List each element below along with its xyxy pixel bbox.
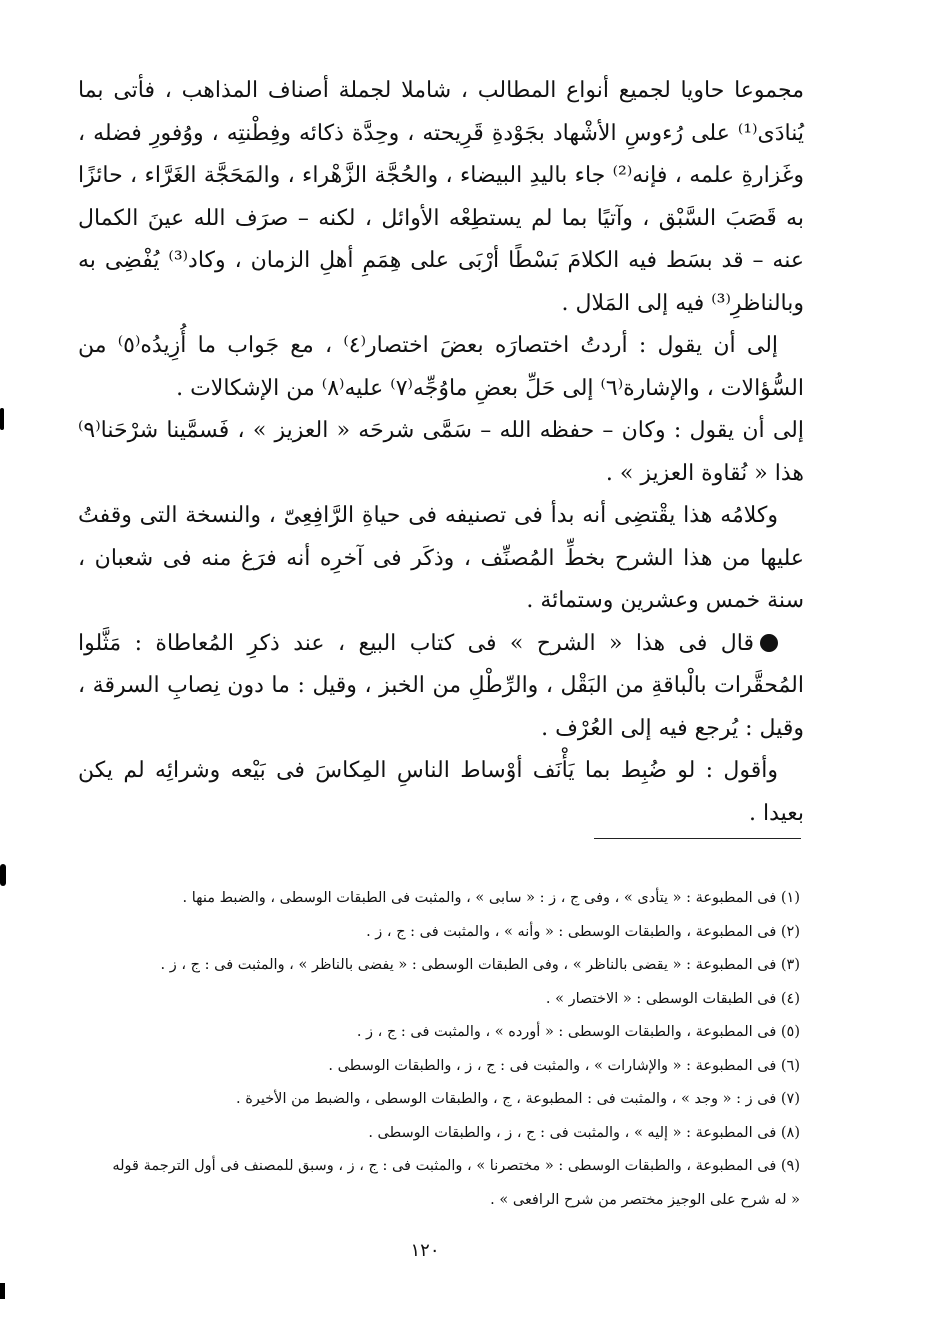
scan-edge-mark	[0, 864, 6, 886]
paragraph-5	[78, 623, 804, 751]
footnote-1: (١) فى المطبوعة : « يتأدى » ، وفى ج ، ز : « سابى » ، والمثبت فى الطبقات الوسطى ، والضبط منها .	[182, 890, 800, 906]
paragraph-2: إلى أن يقول : أردتُ اختصارَه بعضَ اختصار⁽٤⁾ ، مع جَواب ما أُزِيدُه⁽٥⁾ من السُّؤالات ، والإشارة⁽٦⁾ إلى حَلِّ بعضِ ماوُجِّه⁽٧⁾ عليه⁽٨⁾ من الإشكالات .	[78, 333, 804, 401]
footnote-separator	[594, 838, 801, 839]
footnote-5: (٥) فى المطبوعة ، والطبقات الوسطى : « أورده » ، والمثبت فى : ج ، ز .	[356, 1024, 800, 1040]
main-text	[78, 70, 804, 835]
footnote-8: (٨) فى المطبوعة : « إليه » ، والمثبت فى : ج ، ز ، والطبقات الوسطى .	[368, 1124, 800, 1141]
bullet-dot-icon	[760, 634, 778, 652]
footnote-9: (٩) فى المطبوعة ، والطبقات الوسطى : « مختصرنا » ، والمثبت فى : ج ، ز ، وسبق للمصنف فى أول الترجمة قوله	[112, 1158, 800, 1174]
footnote-7: (٧) فى ز : « وجد » ، والمثبت فى : المطبوعة ، ج ، والطبقات الوسطى ، والضبط من الأخيرة .	[236, 1091, 800, 1107]
paragraph-3: إلى أن يقول : وكان – حفظه الله – سَمَّى شرحَه « العزيز » ، فَسمَّينا شرْحَنا⁽٩⁾ هذا « نُقاوة العزيز » .	[78, 418, 804, 486]
paragraph-4: وكلامُه هذا يقْتضِى أنه بدأ فى تصنيفه فى حياةِ الرَّافِعِىّ ، والنسخة التى وقفتُ عليها من هذا الشرح بخطِّ المُصنِّف ، وذكَر فى آخرِه أنه فرَغ منه فى شعبان ، سنة خمس وعشرين وستمائة .	[78, 503, 804, 613]
footnote-4: (٤) فى الطبقات الوسطى : « الاختصار » .	[545, 990, 800, 1007]
footnote-6: (٦) فى المطبوعة : « والإشارات » ، والمثبت فى : ج ، ز ، والطبقات الوسطى .	[328, 1057, 800, 1074]
footnotes	[80, 882, 800, 1217]
scan-edge-mark	[0, 1283, 5, 1299]
paragraph-6: وأقول : لو ضُبِط بما يَأْنَف أوْساط الناسِ المِكاسَ فى بَيْعه وشرائِه لم يكن بعيدا .	[78, 758, 804, 826]
paragraph-1: مجموعا حاويا لجميع أنواع المطالب ، شاملا لجملة أصناف المذاهب ، فأتى بما يُنادَى⁽¹⁾ على رُءوسِ الأشْهاد بجَوْدةِ قَرِيحته ، وحِدَّة ذكائه وفِطْنتِه ، ووُفورِ فضله ، وغَزارةِ علمه ، فإنه⁽²⁾ جاء باليدِ البيضاء ، والحُجَّة الزَّهْراء ، والمَحَجَّة الغَرَّاء ، حائزًا به قَصَبَ السَّبْق ، وآتيًا بما لم يستطِعْه الأوائل ، لكنه – صرَف الله عينَ الكمال عنه – قد بسَط فيه الكلامَ بَسْطًا أرْبَى على هِمَمِ أهلِ الزمان ، وكاد⁽³⁾ يُفْضِى به وبالناظرِ⁽³⁾ فيه إلى المَلال .	[78, 78, 804, 316]
page-number: ١٢٠	[410, 1240, 440, 1261]
paragraph-5-text: قال فى هذا « الشرح » فى كتاب البيع ، عند ذكرِ المُعاطاة : مَثَّلوا المُحقَّرات بالْباقةِ من البَقْل ، والرِّطْلِ من الخبز ، وقيل : ما دون نِصابِ السرقة ، وقيل : يُرجع فيه إلى العُرْف .	[78, 630, 804, 741]
footnote-2: (٢) فى المطبوعة ، والطبقات الوسطى : « وأنه » ، والمثبت فى : ج ، ز .	[366, 923, 800, 940]
footnote-3: (٣) فى المطبوعة : « يقضى بالناظر » ، وفى الطبقات الوسطى : « يفضى بالناظر » ، والمثبت فى : ج ، ز .	[160, 957, 800, 973]
footnote-9-continued: « له شرح على الوجيز مختصر من شرح الرافعى » .	[490, 1191, 800, 1208]
scan-edge-mark	[0, 408, 4, 430]
